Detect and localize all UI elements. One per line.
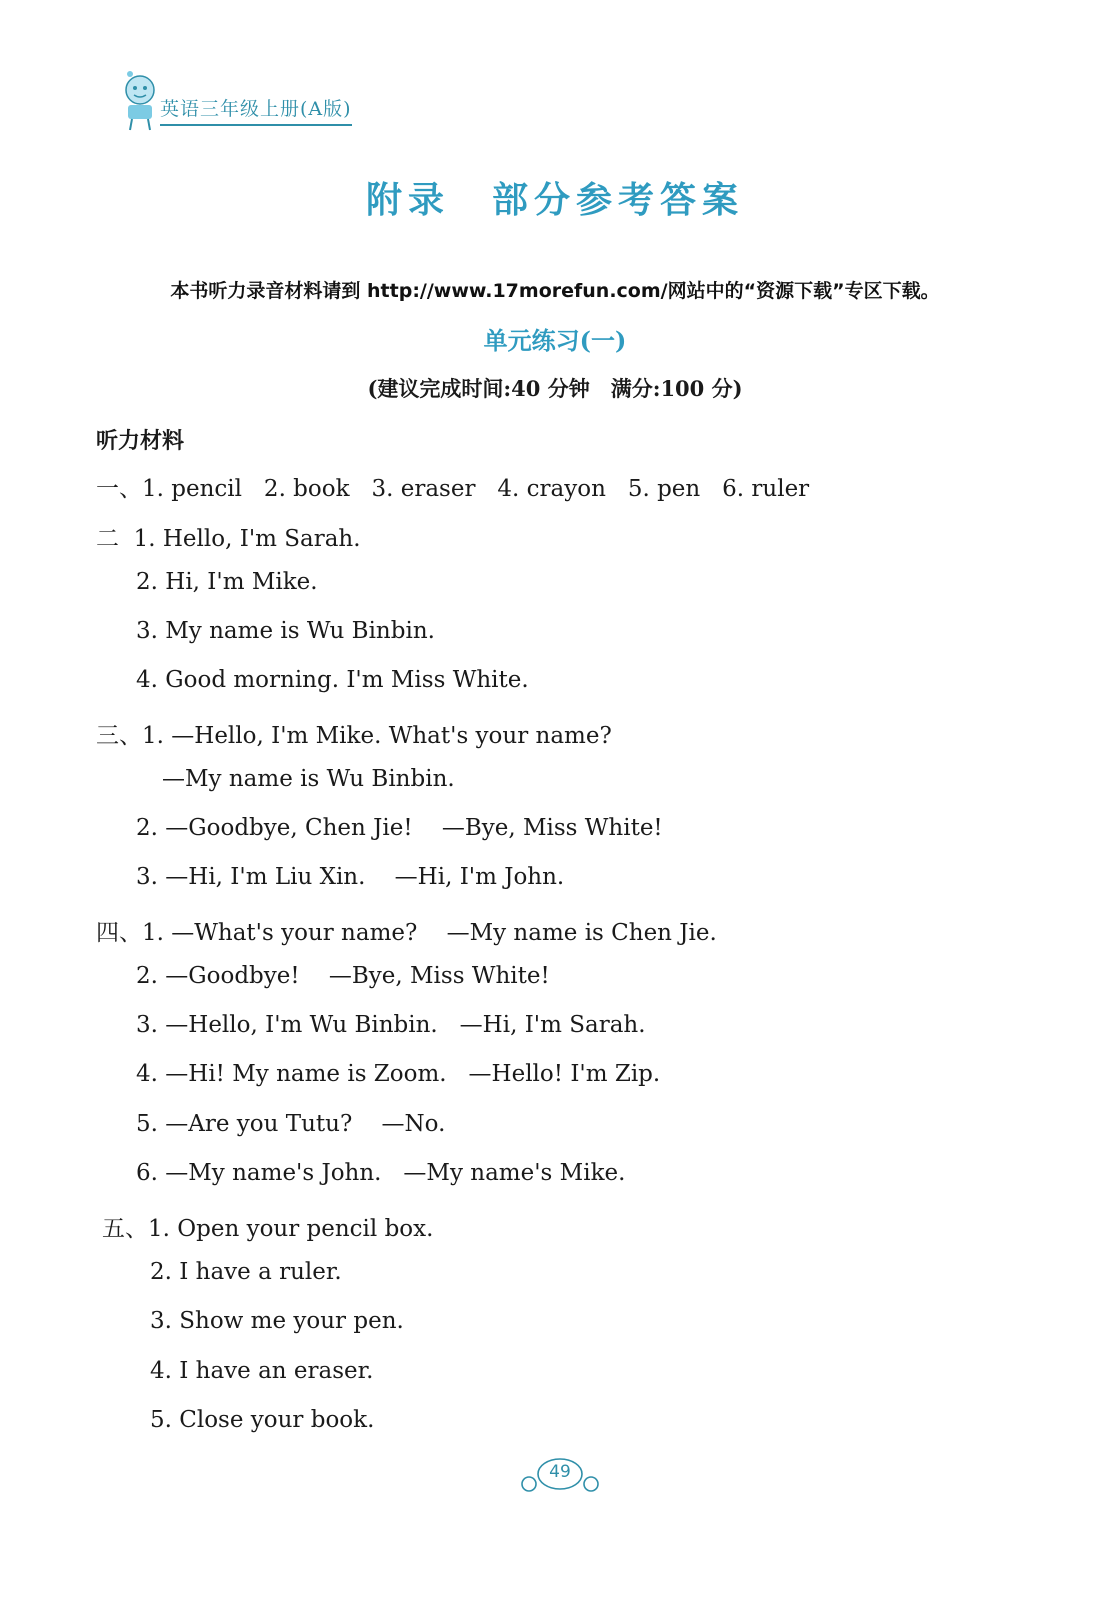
answer-line: 3. Show me your pen. <box>150 1308 404 1334</box>
answer-line: 五、1. Open your pencil box. <box>102 1216 434 1242</box>
answer-line: 5. Close your book. <box>150 1407 375 1433</box>
answer-line: 2. Hi, I'm Mike. <box>136 569 318 595</box>
answer-line: 2. —Goodbye, Chen Jie! —Bye, Miss White! <box>136 815 663 841</box>
answer-line: 4. —Hi! My name is Zoom. —Hello! I'm Zip. <box>136 1061 661 1087</box>
answer-line: 3. —Hi, I'm Liu Xin. —Hi, I'm John. <box>136 864 565 890</box>
answer-line: 6. —My name's John. —My name's Mike. <box>136 1160 626 1186</box>
answer-line: 2. —Goodbye! —Bye, Miss White! <box>136 963 550 989</box>
download-notice: 本书听力录音材料请到 http://www.17morefun.com/网站中的“资源下载”专区下载。 <box>170 280 940 302</box>
time-and-score-note: (建议完成时间:40 分钟 满分:100 分) <box>367 376 743 401</box>
unit-title: 单元练习(一) <box>483 326 627 355</box>
answer-line: 2. I have a ruler. <box>150 1259 342 1285</box>
answer-line: 四、1. —What's your name? —My name is Chen Jie. <box>96 920 717 946</box>
page-number <box>520 1452 600 1500</box>
answer-line: 5. —Are you Tutu? —No. <box>136 1111 446 1137</box>
cartoon-kid-icon <box>118 68 162 134</box>
answer-line: 三、1. —Hello, I'm Mike. What's your name? <box>96 723 612 749</box>
section-label: 听力材料 <box>96 429 185 454</box>
answer-line: 4. I have an eraser. <box>150 1358 374 1384</box>
book-title: 英语三年级上册(A版) <box>160 94 352 126</box>
answer-line: 3. My name is Wu Binbin. <box>136 618 435 644</box>
answer-line: 4. Good morning. I'm Miss White. <box>136 667 529 693</box>
page-number-text: 49 <box>549 1462 571 1482</box>
answer-line: 二 1. Hello, I'm Sarah. <box>96 526 361 552</box>
page-title: 附录 部分参考答案 <box>365 180 744 221</box>
answer-line: 一、1. pencil 2. book 3. eraser 4. crayon 5. pen 6. ruler <box>96 476 810 502</box>
answer-line: 3. —Hello, I'm Wu Binbin. —Hi, I'm Sarah. <box>136 1012 646 1038</box>
answer-line: —My name is Wu Binbin. <box>162 766 455 792</box>
